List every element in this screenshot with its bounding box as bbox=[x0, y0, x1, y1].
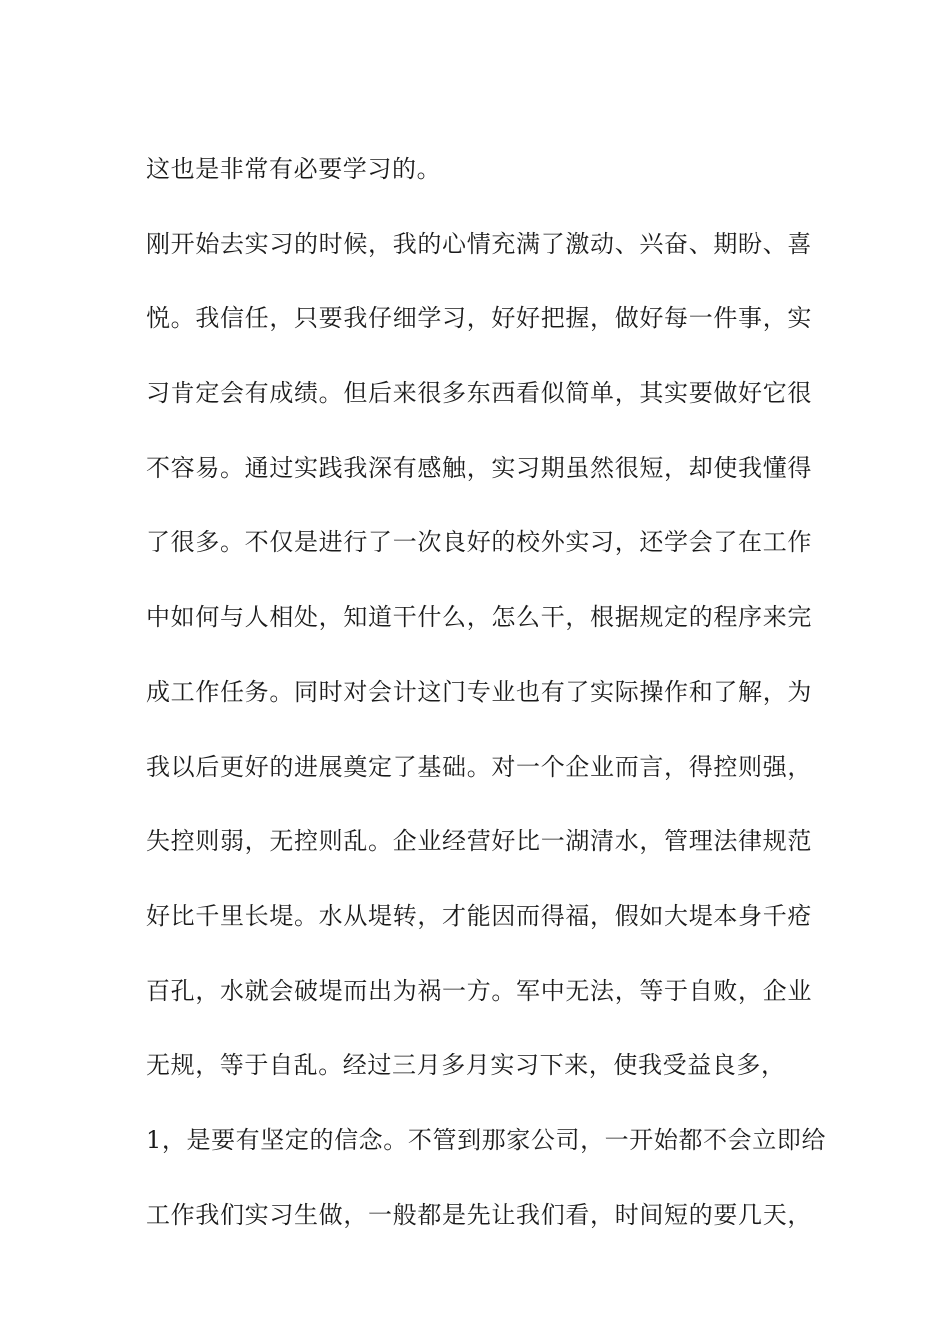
text-line: 我以后更好的进展奠定了基础。对一个企业而言，得控则强， bbox=[146, 752, 812, 781]
text-line: 无规，等于自乱。经过三月多月实习下来，使我受益良多， bbox=[146, 1051, 786, 1080]
text-line: 中如何与人相处，知道干什么，怎么干，根据规定的程序来完 bbox=[146, 603, 812, 632]
text-line: 失控则弱，无控则乱。企业经营好比一湖清水，管理法律规范 bbox=[146, 827, 812, 856]
text-line: 这也是非常有必要学习的。 bbox=[146, 155, 442, 183]
text-line: 1，是要有坚定的信念。不管到那家公司，一开始都不会立即给 bbox=[146, 1125, 827, 1154]
text-line: 了很多。不仅是进行了一次良好的校外实习，还学会了在工作 bbox=[146, 528, 812, 557]
text-line: 刚开始去实习的时候，我的心情充满了激动、兴奋、期盼、喜 bbox=[146, 229, 812, 258]
text-line: 习肯定会有成绩。但后来很多东西看似简单，其实要做好它很 bbox=[146, 379, 812, 408]
text-line: 百孔，水就会破堤而出为祸一方。军中无法，等于自败，企业 bbox=[146, 976, 812, 1005]
text-line: 不容易。通过实践我深有感触，实习期虽然很短，却使我懂得 bbox=[146, 453, 812, 482]
text-line: 成工作任务。同时对会计这门专业也有了实际操作和了解，为 bbox=[146, 677, 812, 706]
text-line: 好比千里长堤。水从堤转，才能因而得福，假如大堤本身千疮 bbox=[146, 901, 812, 930]
text-line: 悦。我信任，只要我仔细学习，好好把握，做好每一件事，实 bbox=[146, 304, 812, 333]
body-text bbox=[146, 132, 827, 1252]
text-line: 工作我们实习生做，一般都是先让我们看，时间短的要几天， bbox=[146, 1200, 812, 1229]
